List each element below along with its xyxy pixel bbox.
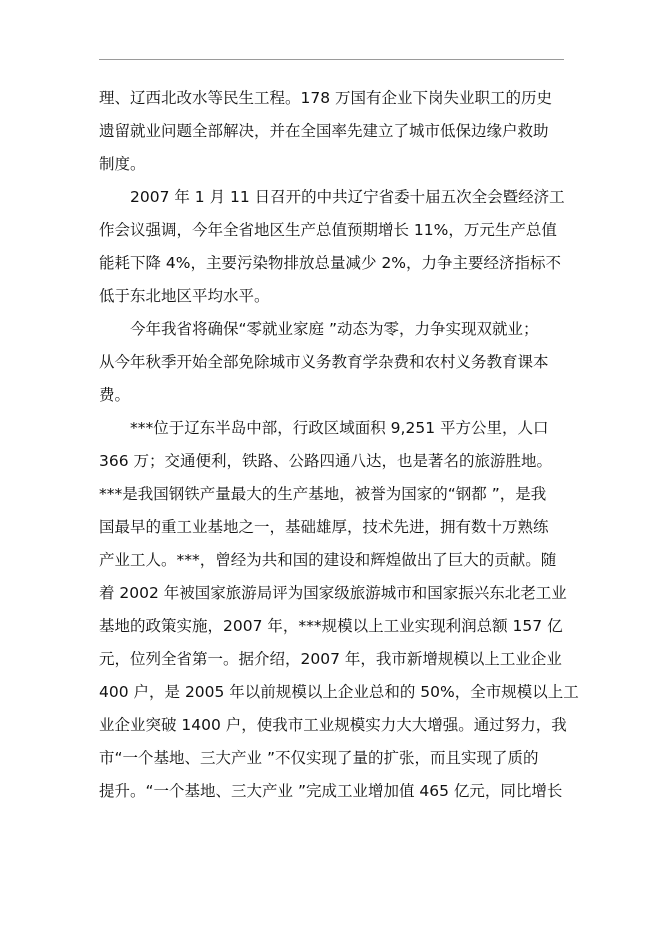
text-line: 市“一个基地、三大产业 ”不仅实现了量的扩张，而且实现了质的	[99, 749, 539, 767]
text-line: ***是我国钢铁产量最大的生产基地，被誉为国家的“钢都 ”，是我	[99, 485, 547, 503]
text-line: 理、辽西北改水等民生工程。178 万国有企业下岗失业职工的历史	[99, 89, 553, 107]
text-line: 2007 年 1 月 11 日召开的中共辽宁省委十届五次全会暨经济工	[130, 188, 565, 206]
text-line: 着 2002 年被国家旅游局评为国家级旅游城市和国家振兴东北老工业	[99, 584, 567, 602]
text-line: 国最早的重工业基地之一，基础雄厚，技术先进，拥有数十万熟练	[99, 518, 549, 536]
paragraph-1	[99, 86, 564, 185]
paragraph-2	[99, 185, 564, 317]
text-line: 低于东北地区平均水平。	[99, 287, 270, 305]
paragraph-3	[99, 317, 564, 416]
text-line: 能耗下降 4%，主要污染物排放总量减少 2%，力争主要经济指标不	[99, 254, 562, 272]
text-line: 400 户，是 2005 年以前规模以上企业总和的 50%，全市规模以上工	[99, 683, 579, 701]
text-line: 基地的政策实施，2007 年，***规模以上工业实现利润总额 157 亿	[99, 617, 563, 635]
text-line: 产业工人。***，曾经为共和国的建设和辉煌做出了巨大的贡献。随	[99, 551, 557, 569]
text-line: 提升。“一个基地、三大产业 ”完成工业增加值 465 亿元，同比增长	[99, 782, 563, 800]
text-line: 元，位列全省第一。据介绍，2007 年，我市新增规模以上工业企业	[99, 650, 562, 668]
text-line: 366 万；交通便利，铁路、公路四通八达，也是著名的旅游胜地。	[99, 452, 553, 470]
text-line: 制度。	[99, 155, 146, 173]
text-line: 作会议强调，今年全省地区生产总值预期增长 11%，万元生产总值	[99, 221, 557, 239]
text-line: 今年我省将确保“零就业家庭 ”动态为零，力争实现双就业；	[130, 320, 539, 338]
header-rule	[99, 59, 564, 60]
text-line: 从今年秋季开始全部免除城市义务教育学杂费和农村义务教育课本	[99, 353, 549, 371]
text-line: 费。	[99, 386, 131, 404]
text-line: 遗留就业问题全部解决，并在全国率先建立了城市低保边缘户救助	[99, 122, 549, 140]
text-line: 业企业突破 1400 户，使我市工业规模实力大大增强。通过努力，我	[99, 716, 567, 734]
document-body	[99, 86, 579, 812]
paragraph-4	[99, 416, 579, 812]
text-line: ***位于辽东半岛中部，行政区域面积 9,251 平方公里，人口	[130, 419, 549, 437]
